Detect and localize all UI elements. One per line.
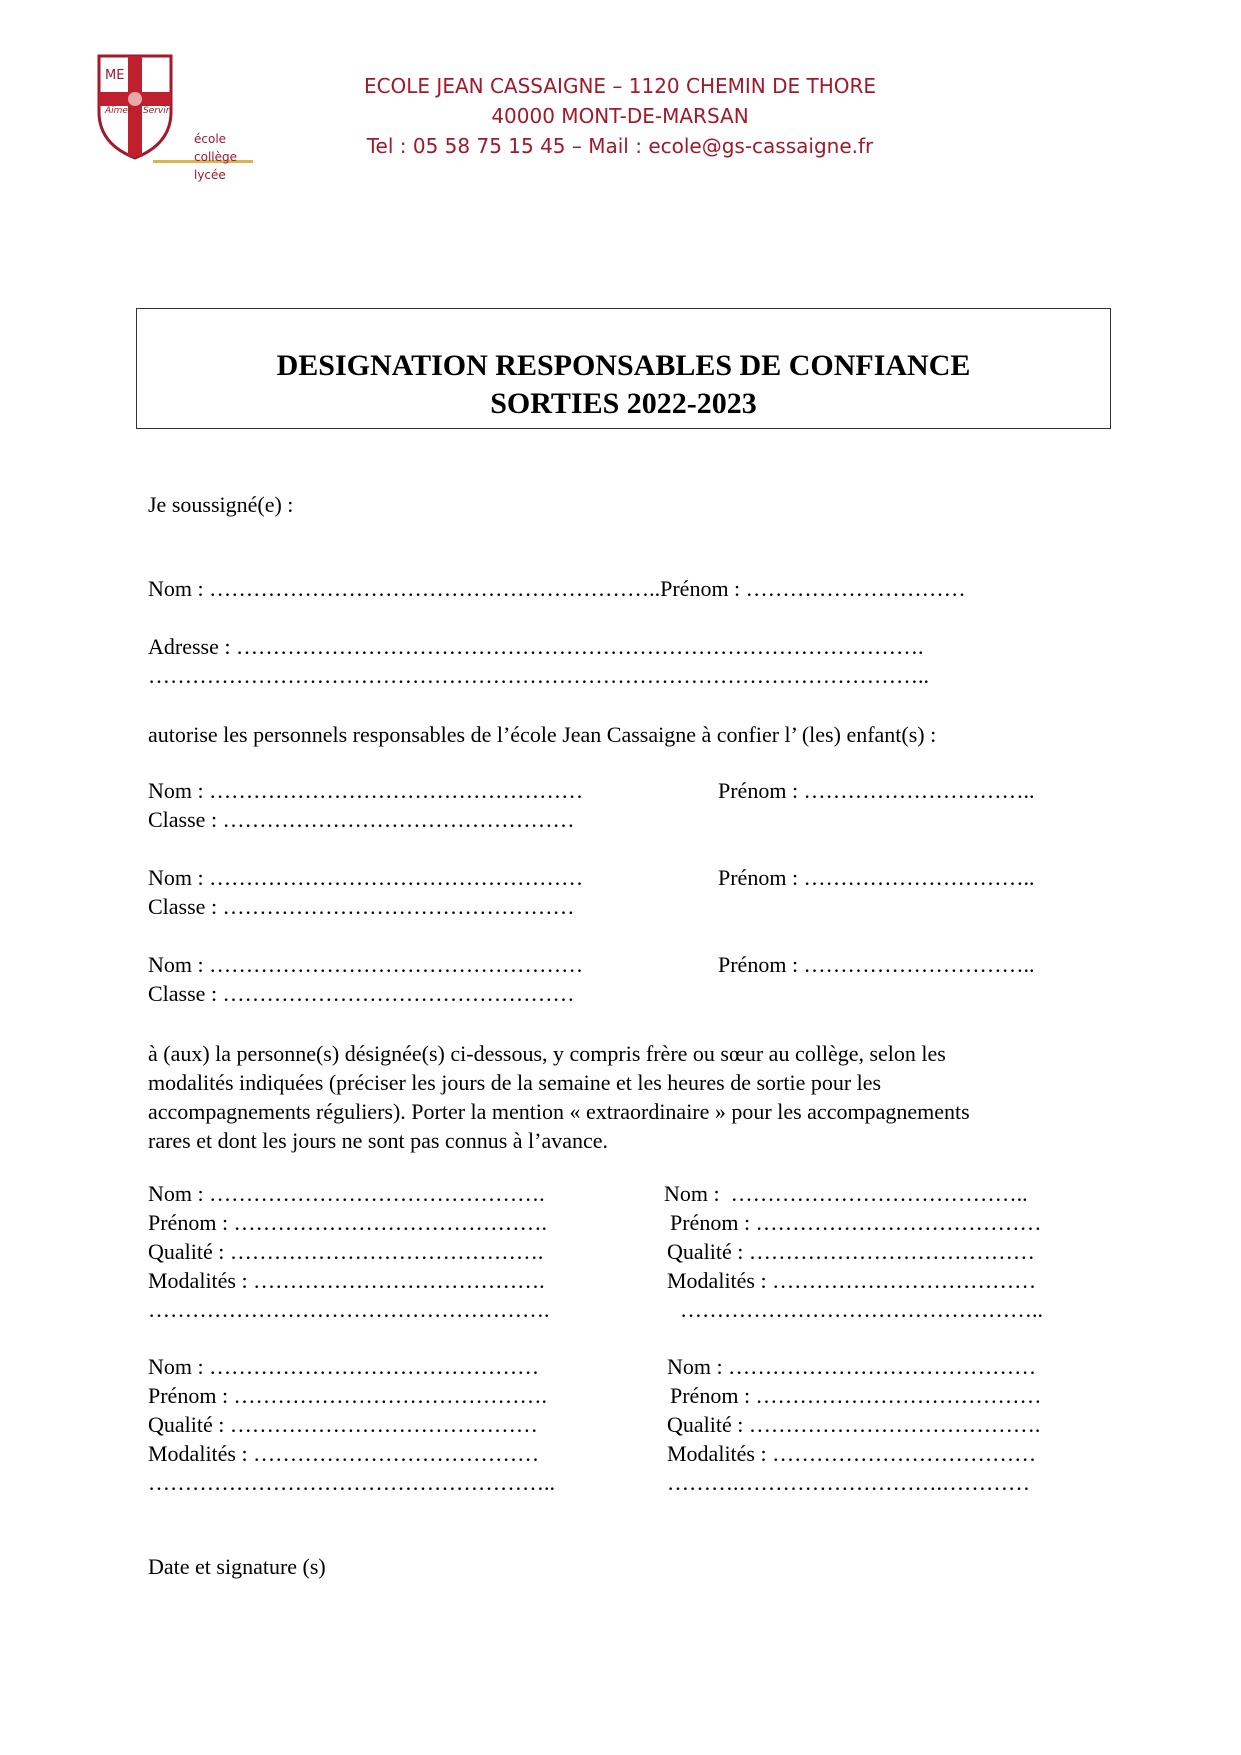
person-4-name-field[interactable]: Nom : …………………………………… (667, 1354, 1037, 1379)
person-3-modalities-field[interactable]: Modalités : ………………………………… (148, 1441, 540, 1466)
signature-label: Date et signature (s) (148, 1554, 326, 1579)
person-2-modalities-continued[interactable]: ………………………………………….. (680, 1297, 1043, 1322)
child-2-firstname-field[interactable]: Prénom : ………………………….. (718, 865, 1035, 890)
person-3-quality-field[interactable]: Qualité : …………………………………… (148, 1412, 538, 1437)
school-logo (95, 52, 270, 182)
person-2-quality-field[interactable]: Qualité : ………………………………… (667, 1239, 1035, 1264)
person-1-modalities-continued[interactable]: ………………………………………………. (148, 1297, 550, 1322)
instructions-line: accompagnements réguliers). Porter la mention « extraordinaire » pour les accompagnements (148, 1099, 970, 1124)
parent-name-field[interactable]: Nom : ……………………………………………………..Prénom : ………………………… (148, 576, 966, 601)
child-3-class-field[interactable]: Classe : ………………………………………… (148, 981, 575, 1006)
logo-mark-me: ME (105, 68, 125, 83)
person-3-name-field[interactable]: Nom : ……………………………………… (148, 1354, 540, 1379)
person-1-modalities-field[interactable]: Modalités : …………………………………. (148, 1268, 545, 1293)
header-address-line-1: ECOLE JEAN CASSAIGNE – 1120 CHEMIN DE THORE (363, 74, 877, 98)
authorization-text: autorise les personnels responsables de l’école Jean Cassaigne à confier l’ (les) enfant(s) : (148, 722, 937, 747)
page-title: DESIGNATION RESPONSABLES DE CONFIANCE (276, 349, 971, 382)
logo-text-lycee: lycée (194, 168, 226, 182)
instructions-paragraph (148, 1039, 1108, 1155)
person-1-firstname-field[interactable]: Prénom : ……………………………………. (148, 1210, 548, 1235)
instructions-line: rares et dont les jours ne sont pas connus à l’avance. (148, 1128, 609, 1153)
child-2-name-field[interactable]: Nom : …………………………………………… (148, 865, 584, 890)
person-3-modalities-continued[interactable]: ……………………………………………….. (148, 1470, 555, 1495)
person-1-quality-field[interactable]: Qualité : ……………………………………. (148, 1239, 544, 1264)
child-3-name-field[interactable]: Nom : …………………………………………… (148, 952, 584, 977)
person-1-name-field[interactable]: Nom : ………………………………………. (148, 1181, 545, 1206)
person-2-name-field[interactable]: Nom : ………………………………….. (664, 1181, 1028, 1206)
instructions-line: à (aux) la personne(s) désignée(s) ci-dessous, y compris frère ou sœur au collège, selon les (148, 1041, 946, 1066)
person-4-modalities-field[interactable]: Modalités : ……………………………… (667, 1441, 1037, 1466)
child-3-firstname-field[interactable]: Prénom : ………………………….. (718, 952, 1035, 977)
parent-address-continued[interactable]: …………………………………………………………………………………………….. (148, 663, 929, 688)
child-2-class-field[interactable]: Classe : ………………………………………… (148, 894, 575, 919)
person-2-modalities-field[interactable]: Modalités : ……………………………… (667, 1268, 1037, 1293)
title-box (136, 308, 1111, 429)
page-subtitle: SORTIES 2022-2023 (490, 387, 757, 420)
logo-text-college: collège (194, 150, 237, 164)
intro-text: Je soussigné(e) : (148, 492, 294, 517)
person-4-quality-field[interactable]: Qualité : …………………………………. (667, 1412, 1041, 1437)
logo-mark-servir: Servir (143, 106, 170, 116)
child-1-class-field[interactable]: Classe : ………………………………………… (148, 807, 575, 832)
child-1-name-field[interactable]: Nom : …………………………………………… (148, 778, 584, 803)
person-3-firstname-field[interactable]: Prénom : ……………………………………. (148, 1383, 548, 1408)
logo-text-ecole: école (194, 132, 227, 146)
logo-mark-aimer: Aimer (105, 106, 132, 116)
child-1-firstname-field[interactable]: Prénom : ………………………….. (718, 778, 1035, 803)
person-4-firstname-field[interactable]: Prénom : ………………………………… (670, 1383, 1042, 1408)
instructions-line: modalités indiquées (préciser les jours de la semaine et les heures de sortie pour les (148, 1070, 882, 1095)
parent-address-field[interactable]: Adresse : …………………………………………………………………………………. (148, 634, 924, 659)
person-4-modalities-continued[interactable]: ……….……………………….………… (667, 1470, 1030, 1495)
person-2-firstname-field[interactable]: Prénom : ………………………………… (670, 1210, 1042, 1235)
header-address-line-2: 40000 MONT-DE-MARSAN (491, 104, 749, 128)
header-contact-line: Tel : 05 58 75 15 45 – Mail : ecole@gs-cassaigne.fr (366, 134, 874, 158)
